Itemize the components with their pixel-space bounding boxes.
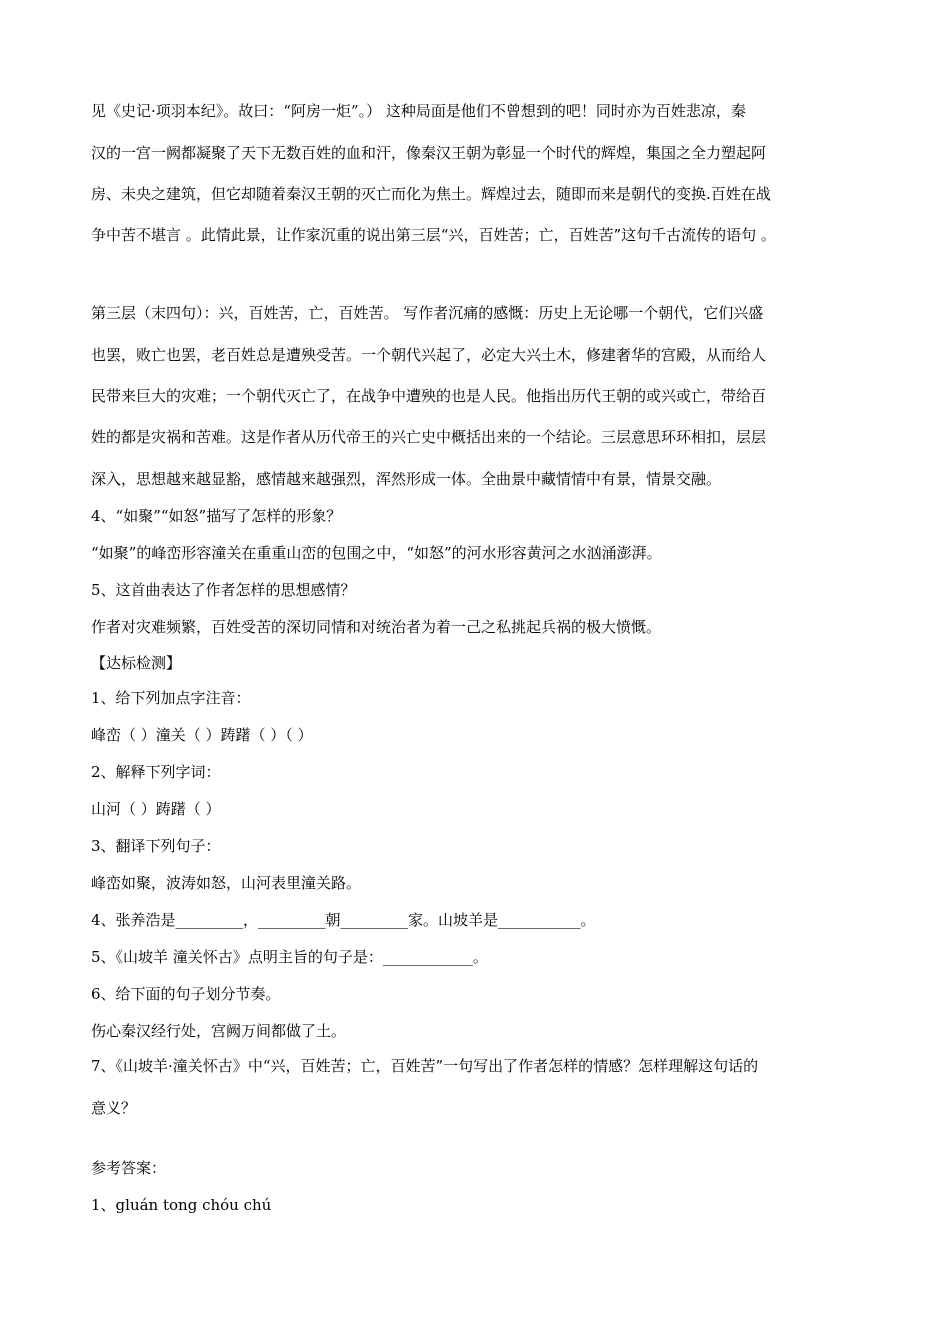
answer-4: “如聚”的峰峦形容潼关在重重山峦的包围之中，“如怒”的河水形容黄河之水汹涌澎湃。 [91,544,662,562]
exercise-6-sentence: 伤心秦汉经行处，宫阙万间都做了土。 [91,1022,347,1040]
answer-key-1: 1、gluán tong chóu chú [91,1196,272,1214]
exercise-6: 6、给下面的句子划分节奏。 [91,985,281,1003]
exercise-5: 5、《山坡羊 潼关怀古》点明主旨的句子是：____________。 [91,948,488,966]
exercise-3: 3、翻译下列句子： [91,837,221,855]
paragraph-line: 深入，思想越来越显豁，感情越来越强烈，浑然形成一体。全曲景中藏情情中有景，情景交融。 [91,470,722,488]
paragraph-line: 民带来巨大的灾难；一个朝代灭亡了，在战争中遭殃的也是人民。他指出历代王朝的或兴或亡，带给百 [91,387,767,405]
paragraph-line: 房、未央之建筑，但它却随着秦汉王朝的灭亡而化为焦土。辉煌过去，随即而来是朝代的变换.百姓在战 [91,185,771,203]
exercise-2-items: 山河（ ）踌躇（ ） [91,800,221,818]
exercise-1-items: 峰峦（ ）潼关（ ）踌躇（ ）（ ） [91,726,313,744]
paragraph-line: 汉的一宫一阙都凝聚了天下无数百姓的血和汗，像秦汉王朝为彰显一个时代的辉煌，集国之全力塑起阿 [91,144,767,162]
exercise-4: 4、张养浩是_________，_________朝_________家。山坡羊是___________。 [91,911,596,929]
answer-5: 作者对灾难频繁，百姓受苦的深切同情和对统治者为着一己之私挑起兵祸的极大愤慨。 [91,618,662,636]
paragraph-line: 姓的都是灾祸和苦难。这是作者从历代帝王的兴亡史中概括出来的一个结论。三层意思环环相扣，层层 [91,428,767,446]
paragraph-line: 也罢，败亡也罢，老百姓总是遭殃受苦。一个朝代兴起了，必定大兴土木，修建奢华的宫殿，从而给人 [91,346,767,364]
exercise-7-line: 意义？ [91,1099,137,1117]
exercise-2: 2、解释下列字词： [91,763,221,781]
question-5: 5、这首曲表达了作者怎样的思想感情？ [91,581,356,599]
exercise-7-line: 7、《山坡羊·潼关怀古》中“兴，百姓苦；亡，百姓苦”一句写出了作者怎样的情感？怎样理解这句话的 [91,1057,759,1075]
exercise-1: 1、给下列加点字注音： [91,689,251,707]
section-title: 【达标检测】 [91,654,182,672]
exercise-3-sentence: 峰峦如聚，波涛如怒，山河表里潼关路。 [91,874,362,892]
answers-title: 参考答案： [91,1159,167,1177]
question-4: 4、“如聚”“如怒”描写了怎样的形象？ [91,507,342,525]
paragraph-line: 争中苦不堪言 。此情此景，让作家沉重的说出第三层“兴，百姓苦；亡，百姓苦”这句千古流传的语句 。 [91,226,776,244]
paragraph-line: 第三层（末四句）：兴，百姓苦，亡，百姓苦。 写作者沉痛的感慨：历史上无论哪一个朝代，它们兴盛 [91,304,764,322]
paragraph-line: 见《史记·项羽本纪》。故曰：“阿房一炬”。） 这种局面是他们不曾想到的吧！同时亦为百姓悲凉，秦 [91,102,746,120]
